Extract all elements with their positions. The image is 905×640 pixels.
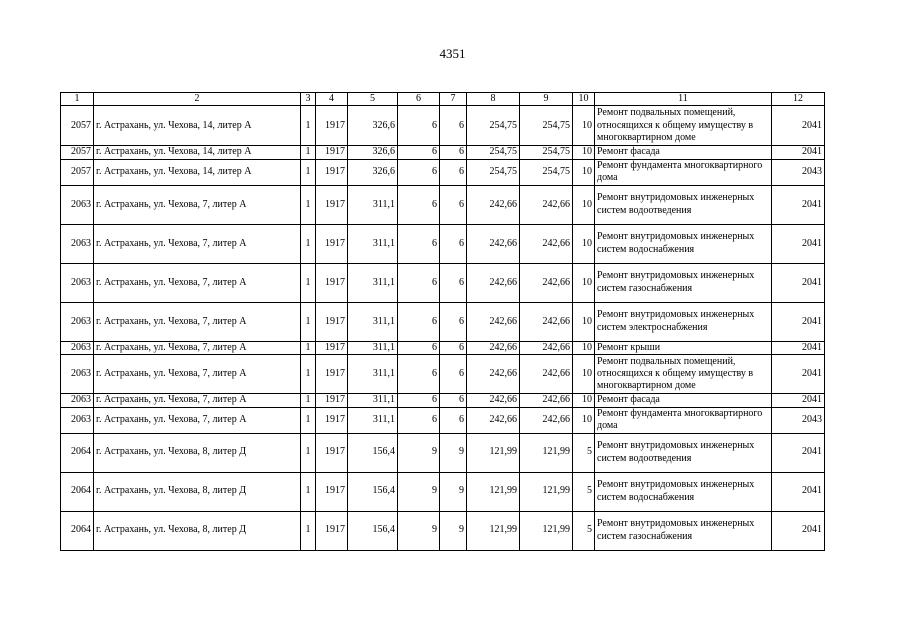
cell-id: 2064 bbox=[61, 433, 94, 472]
cell-c10: 10 bbox=[573, 302, 595, 341]
header-cell: 4 bbox=[316, 93, 348, 106]
cell-area: 156,4 bbox=[348, 433, 398, 472]
cell-year: 1917 bbox=[316, 224, 348, 263]
cell-c9: 121,99 bbox=[520, 433, 573, 472]
cell-c6: 6 bbox=[398, 185, 440, 224]
cell-c3: 1 bbox=[301, 355, 316, 394]
cell-c3: 1 bbox=[301, 106, 316, 146]
cell-address: г. Астрахань, ул. Чехова, 8, литер Д bbox=[94, 511, 301, 550]
cell-area: 311,1 bbox=[348, 355, 398, 394]
cell-work: Ремонт фасада bbox=[595, 394, 772, 407]
cell-c9: 242,66 bbox=[520, 407, 573, 433]
cell-work: Ремонт подвальных помещений, относящихся к общему имуществу в многоквартирном доме bbox=[595, 355, 772, 394]
cell-c10: 10 bbox=[573, 146, 595, 159]
cell-work: Ремонт фундамента многоквартирного дома bbox=[595, 407, 772, 433]
header-cell: 2 bbox=[94, 93, 301, 106]
header-cell: 10 bbox=[573, 93, 595, 106]
cell-work: Ремонт внутридомовых инженерных систем газоснабжения bbox=[595, 511, 772, 550]
cell-year: 1917 bbox=[316, 185, 348, 224]
table-row bbox=[61, 394, 825, 407]
cell-c8: 242,66 bbox=[467, 407, 520, 433]
cell-end-year: 2041 bbox=[772, 224, 825, 263]
cell-c3: 1 bbox=[301, 511, 316, 550]
cell-area: 326,6 bbox=[348, 159, 398, 185]
cell-address: г. Астрахань, ул. Чехова, 7, литер А bbox=[94, 185, 301, 224]
table-row bbox=[61, 146, 825, 159]
cell-end-year: 2041 bbox=[772, 341, 825, 354]
capital-repair-table bbox=[60, 92, 825, 551]
cell-c8: 242,66 bbox=[467, 185, 520, 224]
header-cell: 9 bbox=[520, 93, 573, 106]
cell-c8: 254,75 bbox=[467, 106, 520, 146]
table-row bbox=[61, 263, 825, 302]
cell-work: Ремонт внутридомовых инженерных систем водоотведения bbox=[595, 433, 772, 472]
cell-id: 2063 bbox=[61, 341, 94, 354]
cell-end-year: 2043 bbox=[772, 407, 825, 433]
cell-id: 2063 bbox=[61, 263, 94, 302]
header-cell: 1 bbox=[61, 93, 94, 106]
cell-c10: 10 bbox=[573, 106, 595, 146]
cell-c7: 9 bbox=[440, 472, 467, 511]
cell-area: 311,1 bbox=[348, 341, 398, 354]
cell-area: 311,1 bbox=[348, 394, 398, 407]
cell-c10: 10 bbox=[573, 224, 595, 263]
cell-end-year: 2041 bbox=[772, 263, 825, 302]
cell-c8: 242,66 bbox=[467, 394, 520, 407]
cell-end-year: 2041 bbox=[772, 355, 825, 394]
cell-c7: 6 bbox=[440, 394, 467, 407]
cell-year: 1917 bbox=[316, 407, 348, 433]
cell-c7: 9 bbox=[440, 433, 467, 472]
cell-c8: 242,66 bbox=[467, 302, 520, 341]
cell-c7: 6 bbox=[440, 407, 467, 433]
cell-c6: 9 bbox=[398, 511, 440, 550]
cell-end-year: 2041 bbox=[772, 433, 825, 472]
cell-c3: 1 bbox=[301, 159, 316, 185]
cell-c8: 242,66 bbox=[467, 263, 520, 302]
table-row bbox=[61, 511, 825, 550]
cell-c3: 1 bbox=[301, 146, 316, 159]
cell-c10: 10 bbox=[573, 341, 595, 354]
cell-c10: 10 bbox=[573, 185, 595, 224]
cell-c6: 6 bbox=[398, 302, 440, 341]
cell-year: 1917 bbox=[316, 433, 348, 472]
cell-year: 1917 bbox=[316, 355, 348, 394]
table-row bbox=[61, 355, 825, 394]
cell-address: г. Астрахань, ул. Чехова, 7, литер А bbox=[94, 355, 301, 394]
cell-c9: 254,75 bbox=[520, 146, 573, 159]
cell-c6: 6 bbox=[398, 106, 440, 146]
cell-c10: 10 bbox=[573, 407, 595, 433]
cell-area: 311,1 bbox=[348, 263, 398, 302]
cell-c10: 10 bbox=[573, 159, 595, 185]
page-number: 4351 bbox=[439, 46, 466, 61]
cell-address: г. Астрахань, ул. Чехова, 8, литер Д bbox=[94, 472, 301, 511]
cell-end-year: 2041 bbox=[772, 185, 825, 224]
cell-address: г. Астрахань, ул. Чехова, 7, литер А bbox=[94, 341, 301, 354]
cell-work: Ремонт внутридомовых инженерных систем водоснабжения bbox=[595, 224, 772, 263]
cell-id: 2057 bbox=[61, 159, 94, 185]
cell-work: Ремонт внутридомовых инженерных систем газоснабжения bbox=[595, 263, 772, 302]
table-row bbox=[61, 433, 825, 472]
cell-c6: 9 bbox=[398, 472, 440, 511]
cell-c8: 121,99 bbox=[467, 433, 520, 472]
cell-end-year: 2043 bbox=[772, 159, 825, 185]
table-row bbox=[61, 224, 825, 263]
cell-end-year: 2041 bbox=[772, 472, 825, 511]
cell-area: 311,1 bbox=[348, 224, 398, 263]
cell-id: 2064 bbox=[61, 511, 94, 550]
cell-c8: 242,66 bbox=[467, 355, 520, 394]
cell-c8: 254,75 bbox=[467, 146, 520, 159]
cell-area: 311,1 bbox=[348, 407, 398, 433]
cell-work: Ремонт внутридомовых инженерных систем электроснабжения bbox=[595, 302, 772, 341]
cell-area: 311,1 bbox=[348, 185, 398, 224]
cell-address: г. Астрахань, ул. Чехова, 7, литер А bbox=[94, 302, 301, 341]
cell-c8: 121,99 bbox=[467, 472, 520, 511]
cell-c10: 5 bbox=[573, 433, 595, 472]
cell-address: г. Астрахань, ул. Чехова, 7, литер А bbox=[94, 407, 301, 433]
cell-work: Ремонт фундамента многоквартирного дома bbox=[595, 159, 772, 185]
cell-c7: 6 bbox=[440, 355, 467, 394]
cell-year: 1917 bbox=[316, 511, 348, 550]
cell-c9: 121,99 bbox=[520, 511, 573, 550]
cell-year: 1917 bbox=[316, 263, 348, 302]
cell-id: 2063 bbox=[61, 185, 94, 224]
cell-c3: 1 bbox=[301, 302, 316, 341]
cell-work: Ремонт внутридомовых инженерных систем водоотведения bbox=[595, 185, 772, 224]
cell-c9: 242,66 bbox=[520, 394, 573, 407]
header-cell: 7 bbox=[440, 93, 467, 106]
cell-year: 1917 bbox=[316, 472, 348, 511]
cell-c6: 6 bbox=[398, 355, 440, 394]
cell-address: г. Астрахань, ул. Чехова, 8, литер Д bbox=[94, 433, 301, 472]
cell-c3: 1 bbox=[301, 407, 316, 433]
cell-c10: 10 bbox=[573, 263, 595, 302]
cell-address: г. Астрахань, ул. Чехова, 14, литер А bbox=[94, 146, 301, 159]
cell-year: 1917 bbox=[316, 146, 348, 159]
table-row bbox=[61, 185, 825, 224]
cell-c6: 6 bbox=[398, 146, 440, 159]
cell-c9: 242,66 bbox=[520, 302, 573, 341]
cell-c3: 1 bbox=[301, 263, 316, 302]
cell-c9: 254,75 bbox=[520, 159, 573, 185]
cell-c3: 1 bbox=[301, 394, 316, 407]
cell-c9: 242,66 bbox=[520, 185, 573, 224]
cell-c8: 121,99 bbox=[467, 511, 520, 550]
cell-c9: 242,66 bbox=[520, 341, 573, 354]
cell-end-year: 2041 bbox=[772, 106, 825, 146]
cell-year: 1917 bbox=[316, 302, 348, 341]
cell-c7: 6 bbox=[440, 224, 467, 263]
cell-c10: 10 bbox=[573, 355, 595, 394]
header-cell: 12 bbox=[772, 93, 825, 106]
cell-c10: 5 bbox=[573, 511, 595, 550]
cell-c7: 9 bbox=[440, 511, 467, 550]
table-row bbox=[61, 407, 825, 433]
cell-work: Ремонт подвальных помещений, относящихся к общему имуществу в многоквартирном доме bbox=[595, 106, 772, 146]
cell-c9: 254,75 bbox=[520, 106, 573, 146]
cell-work: Ремонт фасада bbox=[595, 146, 772, 159]
cell-c8: 254,75 bbox=[467, 159, 520, 185]
cell-id: 2057 bbox=[61, 146, 94, 159]
cell-c6: 6 bbox=[398, 394, 440, 407]
cell-area: 156,4 bbox=[348, 511, 398, 550]
cell-c6: 9 bbox=[398, 433, 440, 472]
cell-c7: 6 bbox=[440, 341, 467, 354]
cell-address: г. Астрахань, ул. Чехова, 7, литер А bbox=[94, 263, 301, 302]
cell-c7: 6 bbox=[440, 159, 467, 185]
cell-c9: 242,66 bbox=[520, 224, 573, 263]
cell-c3: 1 bbox=[301, 224, 316, 263]
table-row bbox=[61, 341, 825, 354]
cell-year: 1917 bbox=[316, 106, 348, 146]
cell-area: 311,1 bbox=[348, 302, 398, 341]
cell-end-year: 2041 bbox=[772, 302, 825, 341]
header-cell: 11 bbox=[595, 93, 772, 106]
cell-c6: 6 bbox=[398, 407, 440, 433]
cell-c6: 6 bbox=[398, 341, 440, 354]
cell-c7: 6 bbox=[440, 302, 467, 341]
cell-year: 1917 bbox=[316, 394, 348, 407]
cell-c7: 6 bbox=[440, 185, 467, 224]
cell-id: 2057 bbox=[61, 106, 94, 146]
cell-c3: 1 bbox=[301, 185, 316, 224]
cell-id: 2063 bbox=[61, 355, 94, 394]
cell-end-year: 2041 bbox=[772, 146, 825, 159]
cell-c10: 10 bbox=[573, 394, 595, 407]
header-cell: 5 bbox=[348, 93, 398, 106]
cell-c3: 1 bbox=[301, 472, 316, 511]
table-row bbox=[61, 106, 825, 146]
cell-c9: 121,99 bbox=[520, 472, 573, 511]
cell-address: г. Астрахань, ул. Чехова, 14, литер А bbox=[94, 159, 301, 185]
header-cell: 3 bbox=[301, 93, 316, 106]
cell-c3: 1 bbox=[301, 341, 316, 354]
header-cell: 6 bbox=[398, 93, 440, 106]
cell-id: 2063 bbox=[61, 302, 94, 341]
table-row bbox=[61, 302, 825, 341]
cell-year: 1917 bbox=[316, 341, 348, 354]
cell-address: г. Астрахань, ул. Чехова, 14, литер А bbox=[94, 106, 301, 146]
cell-c8: 242,66 bbox=[467, 341, 520, 354]
header-cell: 8 bbox=[467, 93, 520, 106]
cell-c8: 242,66 bbox=[467, 224, 520, 263]
cell-address: г. Астрахань, ул. Чехова, 7, литер А bbox=[94, 394, 301, 407]
cell-address: г. Астрахань, ул. Чехова, 7, литер А bbox=[94, 224, 301, 263]
cell-area: 156,4 bbox=[348, 472, 398, 511]
cell-work: Ремонт внутридомовых инженерных систем водоснабжения bbox=[595, 472, 772, 511]
cell-c9: 242,66 bbox=[520, 355, 573, 394]
cell-end-year: 2041 bbox=[772, 394, 825, 407]
cell-area: 326,6 bbox=[348, 106, 398, 146]
cell-work: Ремонт крыши bbox=[595, 341, 772, 354]
cell-c6: 6 bbox=[398, 224, 440, 263]
cell-id: 2063 bbox=[61, 407, 94, 433]
cell-c6: 6 bbox=[398, 159, 440, 185]
cell-area: 326,6 bbox=[348, 146, 398, 159]
table-row bbox=[61, 159, 825, 185]
cell-id: 2063 bbox=[61, 224, 94, 263]
cell-c10: 5 bbox=[573, 472, 595, 511]
cell-c9: 242,66 bbox=[520, 263, 573, 302]
cell-end-year: 2041 bbox=[772, 511, 825, 550]
cell-id: 2063 bbox=[61, 394, 94, 407]
cell-c7: 6 bbox=[440, 263, 467, 302]
cell-c7: 6 bbox=[440, 146, 467, 159]
cell-id: 2064 bbox=[61, 472, 94, 511]
cell-c6: 6 bbox=[398, 263, 440, 302]
table-row bbox=[61, 472, 825, 511]
header-row bbox=[61, 93, 825, 106]
cell-c7: 6 bbox=[440, 106, 467, 146]
cell-year: 1917 bbox=[316, 159, 348, 185]
cell-c3: 1 bbox=[301, 433, 316, 472]
